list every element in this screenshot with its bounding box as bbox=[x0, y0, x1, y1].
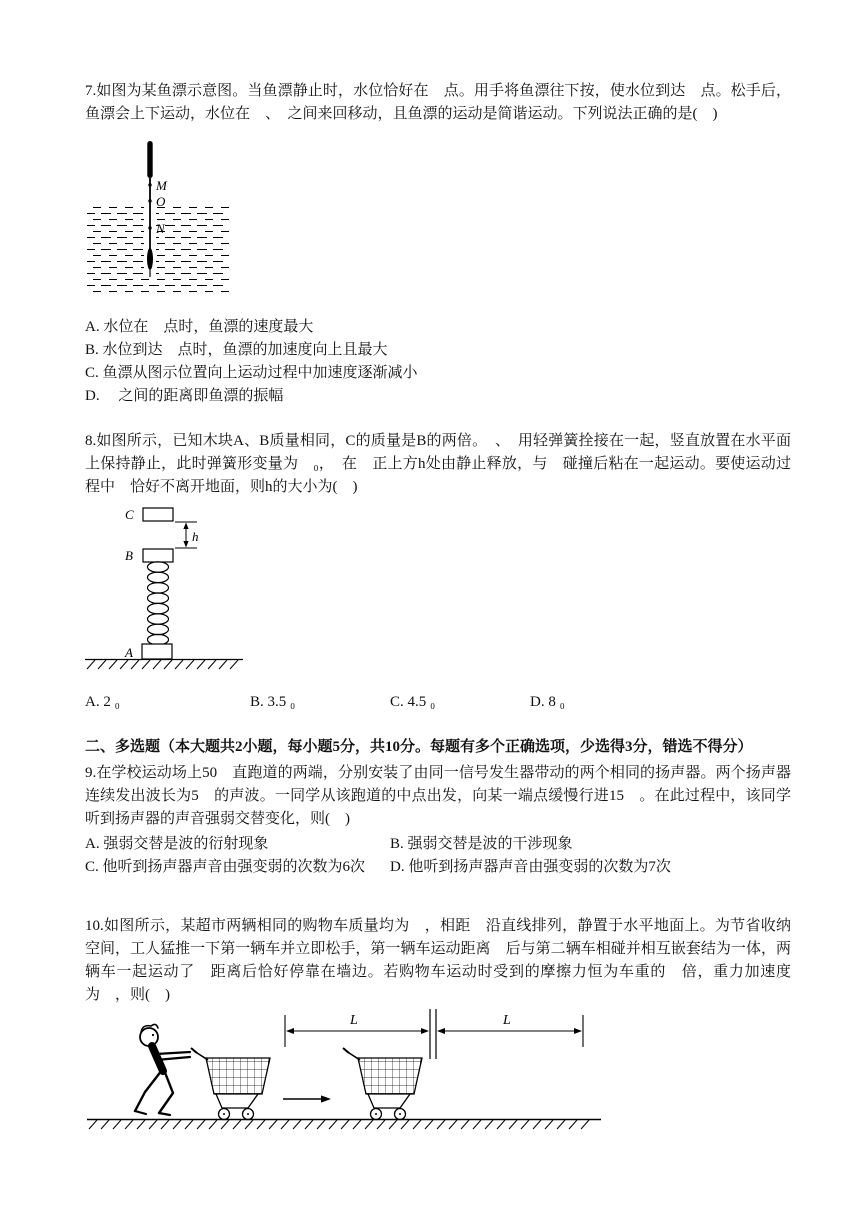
cart2-basket bbox=[358, 1058, 422, 1094]
cart1-hub-front bbox=[247, 1113, 249, 1115]
label-h: h bbox=[192, 529, 199, 544]
cart1-frame-right bbox=[248, 1094, 258, 1108]
q8-option-d: D. 8 ₀ bbox=[530, 694, 565, 710]
block-a bbox=[142, 644, 172, 659]
label-c: C bbox=[125, 507, 134, 522]
q8-stem: 8.如图所示，已知木块A、B质量相同，C的质量是B的两倍。 、 用轻弹簧拴接在一起，竖直放置在水平面上保持静止，此时弹簧形变量为 ₀， 在 正上方h处由静止释放，与 碰撞后粘在一起运动。要使运动过程中 恰好不离开地面，则h的大小为( ) bbox=[85, 433, 792, 495]
person-arm-upper bbox=[156, 1052, 190, 1054]
person-leg-back bbox=[135, 1070, 162, 1111]
q7-fish-float-diagram bbox=[85, 138, 235, 298]
q9-option-d: D. 他听到扬声器声音由强变弱的次数为7次 bbox=[390, 859, 671, 875]
point-m-dot bbox=[148, 183, 151, 186]
dim-arrowhead-r2 bbox=[574, 1028, 582, 1034]
q7-options bbox=[85, 316, 791, 408]
person-foot-front bbox=[159, 1113, 170, 1115]
float-weight bbox=[147, 248, 153, 270]
q9-options bbox=[85, 833, 791, 879]
label-b: B bbox=[125, 548, 133, 563]
spring-coil bbox=[148, 562, 169, 645]
q9-options-row-2 bbox=[85, 856, 791, 879]
q8-option-a: A. 2 ₀ bbox=[85, 694, 120, 710]
person-pushing bbox=[135, 1024, 190, 1115]
cart2-frame-left bbox=[368, 1094, 374, 1108]
q8-spring-blocks-diagram bbox=[85, 501, 255, 673]
person-head bbox=[140, 1028, 158, 1046]
q7-stem: 7.如图为某鱼漂示意图。当鱼漂静止时，水位恰好在 点。用手将鱼漂往下按，使水位到达 点。松手后，鱼漂会上下运动，水位在 、 之间来回移动，且鱼漂的运动是简谐运动。下列说法正确的是( ) bbox=[85, 83, 791, 122]
q9-stem: 9.在学校运动场上50 直跑道的两端，分别安装了由同一信号发生器带动的两个相同的扬声器。两个扬声器连续发出波长为5 的声波。一同学从该跑道的中点出发，向某一端点缓慢行进15 。在此过程中，该同学听到扬声器的声音强弱交替变化，则( ) bbox=[85, 765, 791, 827]
float-top bbox=[147, 141, 152, 178]
label-l1: L bbox=[350, 1013, 358, 1028]
block-c bbox=[143, 508, 173, 521]
q7-option-d: D. 之间的距离即鱼漂的振幅 bbox=[85, 388, 284, 404]
h-arrowhead-down bbox=[183, 541, 188, 548]
q9-options-row-1 bbox=[85, 833, 791, 856]
cart1-basket bbox=[206, 1058, 270, 1094]
shopping-cart-2 bbox=[343, 1048, 422, 1120]
q10-carts-diagram bbox=[85, 1007, 605, 1135]
q8-options bbox=[85, 691, 791, 714]
point-n-dot bbox=[148, 226, 151, 229]
section-2-title: 二、多选题（本大题共2小题，每小题5分，共10分。每题有多个正确选项，少选得3分，错选不得分） bbox=[85, 739, 753, 755]
label-o: O bbox=[156, 194, 166, 209]
q9-option-c: C. 他听到扬声器声音由强变弱的次数为6次 bbox=[85, 859, 366, 875]
motion-arrowhead bbox=[321, 1095, 331, 1102]
water-region bbox=[87, 205, 229, 295]
label-m: M bbox=[156, 178, 167, 193]
shopping-cart-1 bbox=[191, 1048, 270, 1120]
person-foot-back bbox=[135, 1111, 146, 1114]
q8-option-c: C. 4.5 ₀ bbox=[390, 694, 436, 710]
cart1-frame-left bbox=[216, 1094, 222, 1108]
q8-option-b: B. 3.5 ₀ bbox=[250, 694, 296, 710]
ground-hatching-q10 bbox=[89, 1120, 589, 1129]
q9-option-a: A. 强弱交替是波的衍射现象 bbox=[85, 836, 269, 852]
ground-hatching bbox=[87, 660, 238, 669]
point-o-dot bbox=[148, 199, 151, 202]
q7-option-b: B. 水位到达 点时，鱼漂的加速度向上且最大 bbox=[85, 342, 388, 358]
cart2-hub-back bbox=[375, 1113, 377, 1115]
q7-option-a: A. 水位在 点时，鱼漂的速度最大 bbox=[85, 319, 314, 335]
dim-arrowhead-l2 bbox=[437, 1028, 445, 1034]
label-a: A bbox=[125, 645, 133, 660]
dim-arrowhead-l1 bbox=[286, 1028, 294, 1034]
person-eye bbox=[152, 1034, 154, 1036]
person-leg-front bbox=[159, 1070, 173, 1113]
dim-arrowhead-r1 bbox=[421, 1028, 429, 1034]
label-n: N bbox=[156, 221, 165, 236]
label-l2: L bbox=[503, 1013, 511, 1028]
block-b bbox=[143, 549, 173, 562]
q9-option-b: B. 强弱交替是波的干涉现象 bbox=[390, 836, 573, 852]
cart1-hub-back bbox=[223, 1113, 225, 1115]
h-arrowhead-up bbox=[183, 523, 188, 530]
q10-stem: 10.如图所示，某超市两辆相同的购物车质量均为 ，相距 沿直线排列，静置于水平地面上。为节省收纳空间，工人猛推一下第一辆车并立即松手，第一辆车运动距离 后与第二辆车相碰并相互嵌套结为一体，两辆车一起运动了 距离后恰好停靠在墙边。若购物车运动时受到的摩擦力恒为车重的 倍，重力加速度为 ，则( ) bbox=[85, 918, 791, 1003]
q7-option-c: C. 鱼漂从图示位置向上运动过程中加速度逐渐减小 bbox=[85, 365, 418, 381]
cart2-hub-front bbox=[399, 1113, 401, 1115]
cart2-frame-right bbox=[400, 1094, 410, 1108]
